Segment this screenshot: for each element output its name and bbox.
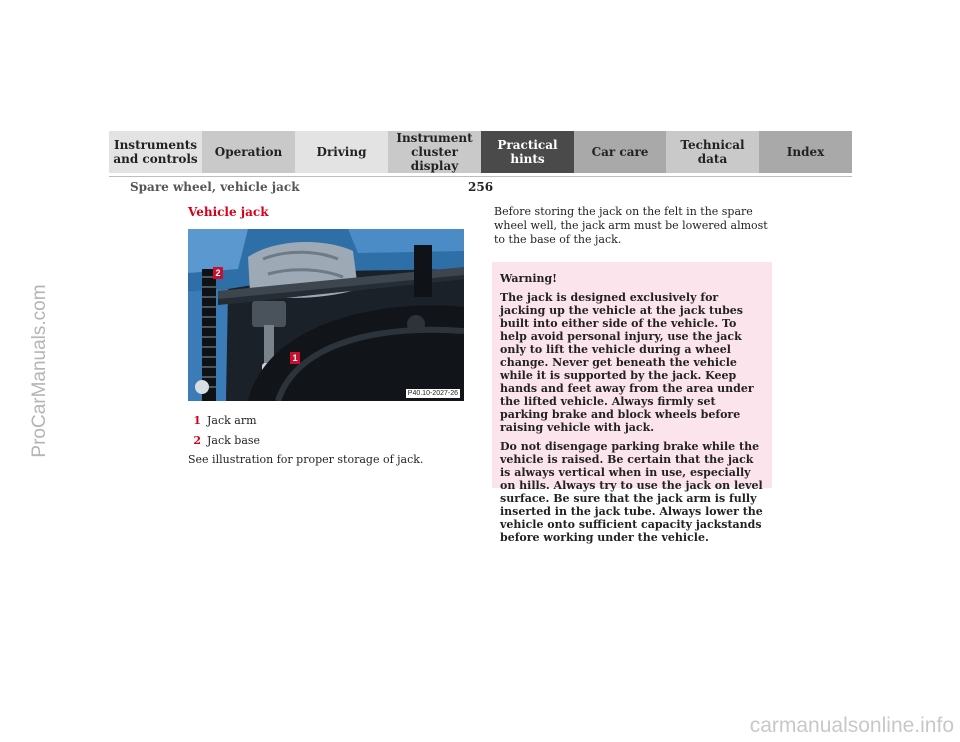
tab-index[interactable]: Index — [759, 131, 852, 173]
tab-operation[interactable]: Operation — [202, 131, 295, 173]
chapter-tabs — [109, 131, 852, 173]
legend-number: 2 — [193, 434, 201, 447]
jack-illustration-drawing — [188, 229, 464, 401]
tab-instrument-cluster-display[interactable]: Instrument cluster display — [388, 131, 481, 173]
callout-1: 1 — [290, 352, 300, 364]
legend-number: 1 — [193, 414, 201, 427]
legend-text: Jack arm — [207, 414, 257, 427]
warning-box — [492, 262, 772, 544]
tab-technical-data[interactable]: Technical data — [666, 131, 759, 173]
legend-item — [188, 434, 260, 447]
tab-driving[interactable]: Driving — [295, 131, 388, 173]
section-title: Spare wheel, vehicle jack — [130, 180, 300, 194]
page-number: 256 — [468, 180, 494, 194]
tab-instruments-and-controls[interactable]: Instruments and controls — [109, 131, 202, 173]
header-divider — [109, 176, 852, 177]
figure-code: P40.10-2027-26 — [407, 390, 458, 397]
warning-title: Warning! — [500, 272, 558, 285]
storage-note: See illustration for proper storage of jack. — [188, 453, 424, 466]
legend-item — [188, 414, 257, 427]
tab-car-care[interactable]: Car care — [574, 131, 666, 173]
bottom-watermark: carmanualsonline.info — [749, 714, 954, 737]
vehicle-jack-heading: Vehicle jack — [188, 205, 269, 219]
warning-paragraph: The jack is designed exclusively for jacking up the vehicle at the jack tubes built into either side of the vehicle. To help avoid personal injury, use the jack only to lift the vehicle during a wheel change. Never get beneath the vehicle while it is supported by the jack. Keep hands and feet away from the area under the lifted vehicle. Always firmly set parking brake and block wheels before raising vehicle with jack. — [500, 291, 754, 434]
warning-paragraph: Do not disengage parking brake while the vehicle is raised. Be certain that the jack is always vertical when in use, especially on hills. Always try to use the jack on level surface. Be sure that the jack arm is fully inserted in the jack tube. Always lower the vehicle onto sufficient capacity jackstands before working under the vehicle. — [500, 440, 763, 544]
tab-practical-hints[interactable]: Practical hints — [481, 131, 574, 173]
jack-illustration — [188, 229, 464, 401]
storage-intro: Before storing the jack on the felt in the spare wheel well, the jack arm must be lowered almost to the base of the jack. — [494, 205, 768, 246]
side-watermark: ProCarManuals.com — [29, 284, 50, 458]
legend-text: Jack base — [207, 434, 261, 447]
callout-2: 2 — [213, 267, 223, 279]
